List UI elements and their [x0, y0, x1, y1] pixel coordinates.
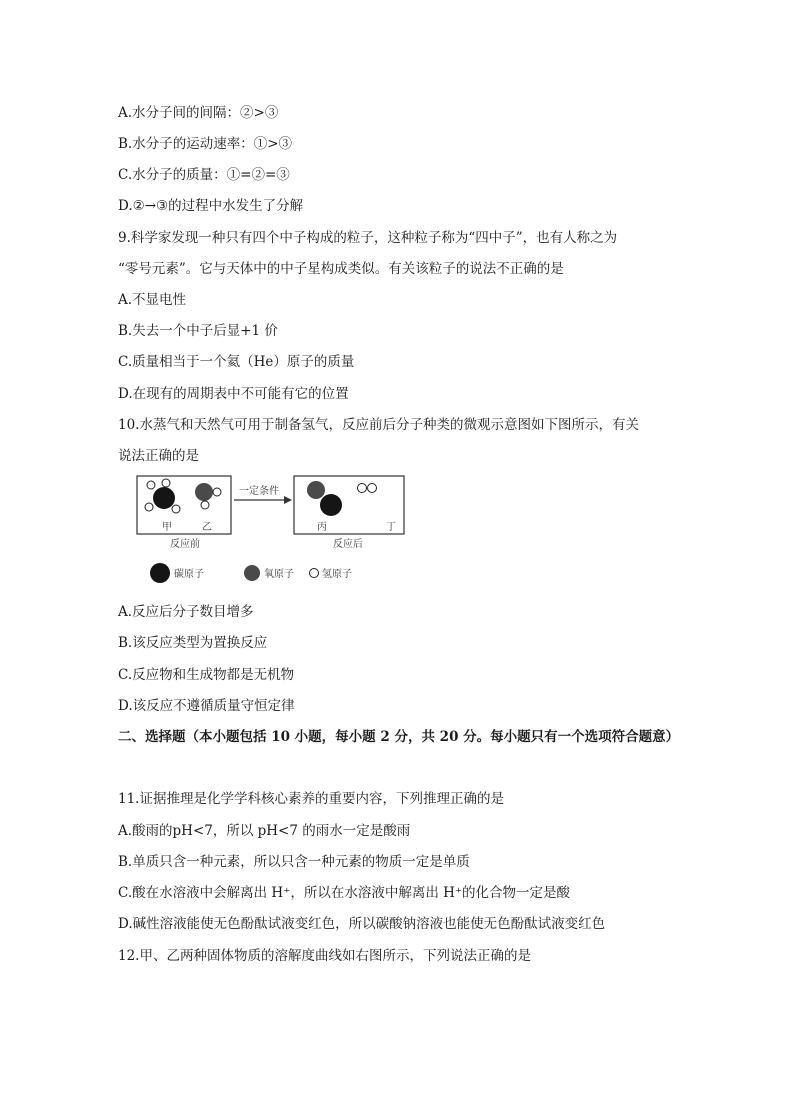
legend-oxygen-label: 氧原子: [264, 569, 294, 580]
legend-oxygen-swatch: [244, 565, 260, 581]
legend-hydrogen-swatch: [310, 569, 319, 578]
q9-option-b: B.失去一个中子后显+1 价: [118, 323, 278, 339]
legend-hydrogen-label: 氢原子: [322, 569, 352, 580]
q10-option-b: B.该反应类型为置换反应: [118, 635, 268, 651]
label-before: 反应前: [170, 539, 200, 550]
legend-carbon-swatch: [150, 563, 170, 583]
q9-option-d: D.在现有的周期表中不可能有它的位置: [118, 386, 349, 402]
section2-title: 二、选择题（本小题包括 10 小题，每小题 2 分，共 20 分。每小题只有一个选项符合题意）: [118, 729, 680, 745]
q9-stem-line1: 9.科学家发现一种只有四个中子构成的粒子，这种粒子称为“四中子”，也有人称之为: [118, 230, 618, 246]
q11-option-c: C.酸在水溶液中会解离出 H⁺，所以在水溶液中解离出 H⁺的化合物一定是酸: [118, 885, 571, 901]
q11-option-b: B.单质只含一种元素，所以只含一种元素的物质一定是单质: [118, 854, 470, 870]
arrow-head: [284, 496, 292, 504]
q8-option-c: C.水分子的质量：①=②=③: [118, 167, 290, 183]
legend: [150, 563, 352, 583]
q10-option-c: C.反应物和生成物都是无机物: [118, 667, 295, 683]
q10-option-a: A.反应后分子数目增多: [118, 604, 254, 620]
q8-option-a: A.水分子间的间隔：②>③: [118, 105, 279, 121]
q8-option-d: D.②→③的过程中水发生了分解: [118, 198, 304, 214]
q11-stem: 11.证据推理是化学学科核心素养的重要内容，下列推理正确的是: [118, 791, 504, 807]
q9-option-c: C.质量相当于一个氦（He）原子的质量: [118, 354, 355, 370]
q11-option-d: D.碱性溶液能使无色酚酞试液变红色，所以碳酸钠溶液也能使无色酚酞试液变红色: [118, 916, 606, 932]
condition-label: 一定条件: [239, 486, 279, 497]
q9-stem-line2: “零号元素”。它与天体中的中子星构成类似。有关该粒子的说法不正确的是: [118, 261, 564, 277]
label-yi: 乙: [202, 522, 212, 533]
q11-option-a: A.酸雨的pH<7，所以 pH<7 的雨水一定是酸雨: [118, 823, 411, 839]
q12-stem: 12.甲、乙两种固体物质的溶解度曲线如右图所示，下列说法正确的是: [118, 948, 531, 964]
q10-stem-line2: 说法正确的是: [118, 448, 199, 464]
label-jia: 甲: [162, 522, 172, 533]
q8-option-b: B.水分子的运动速率：①>③: [118, 136, 293, 152]
label-bing: 丙: [317, 522, 327, 533]
q9-option-a: A.不显电性: [118, 292, 187, 308]
q10-option-d: D.该反应不遵循质量守恒定律: [118, 698, 295, 714]
q10-stem-line1: 10.水蒸气和天然气可用于制备氢气，反应前后分子种类的微观示意图如下图所示，有关: [118, 417, 639, 433]
legend-carbon-label: 碳原子: [174, 569, 204, 580]
label-after: 反应后: [333, 539, 363, 550]
label-ding: 丁: [386, 522, 396, 533]
reaction-diagram: [136, 474, 408, 590]
